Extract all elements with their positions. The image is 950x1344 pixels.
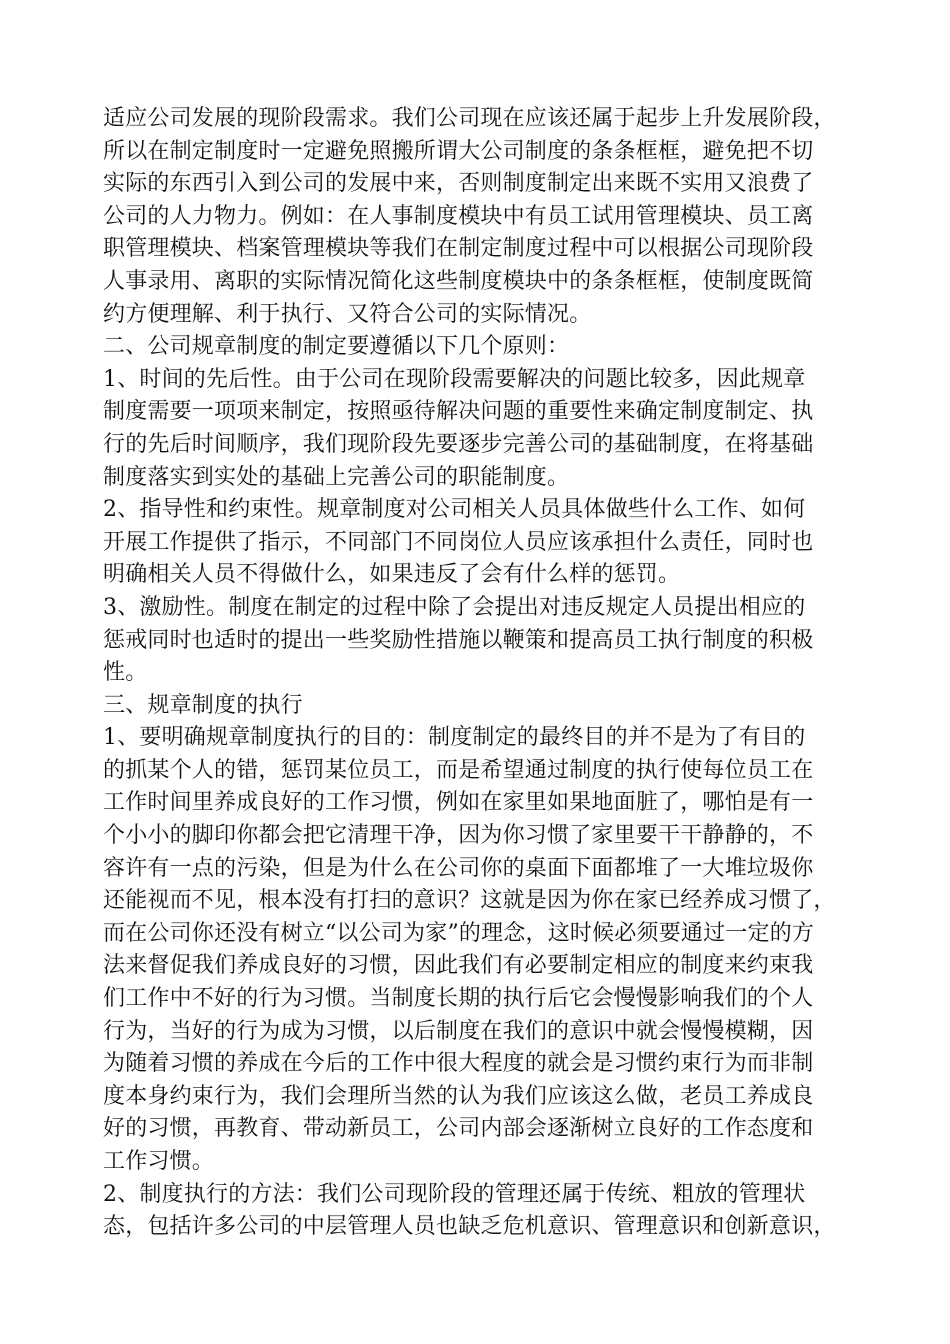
text-line: 适应公司发展的现阶段需求。我们公司现在应该还属于起步上升发展阶段，	[103, 106, 836, 131]
text-line: 1、要明确规章制度执行的目的：制度制定的最终目的并不是为了有目的	[103, 725, 806, 751]
text-line: 性。	[103, 660, 148, 686]
text-line: 职管理模块、档案管理模块等我们在制定制度过程中可以根据公司现阶段	[103, 236, 814, 262]
text-line: 行为，当好的行为成为习惯，以后制度在我们的意识中就会慢慢模糊，因	[103, 1018, 814, 1044]
section-heading: 三、规章制度的执行	[103, 692, 303, 718]
text-line: 态，包括许多公司的中层管理人员也缺乏危机意识、管理意识和创新意识，	[103, 1214, 836, 1240]
text-line: 工作习惯。	[103, 1149, 215, 1174]
text-line: 惩戒同时也适时的提出一些奖励性措施以鞭策和提高员工执行制度的积极	[103, 627, 814, 653]
text-line: 而在公司你还没有树立“以公司为家”的理念，这时候必须要通过一定的方	[103, 920, 815, 946]
text-line: 3、激励性。制度在制定的过程中除了会提出对违反规定人员提出相应的	[103, 594, 806, 620]
text-line: 2、指导性和约束性。规章制度对公司相关人员具体做些什么工作、如何	[103, 497, 806, 523]
text-line: 为随着习惯的养成在今后的工作中很大程度的就会是习惯约束行为而非制	[103, 1051, 814, 1077]
text-line: 约方便理解、利于执行、又符合公司的实际情况。	[103, 301, 592, 327]
text-line: 们工作中不好的行为习惯。当制度长期的执行后它会慢慢影响我们的个人	[103, 986, 814, 1012]
text-line: 的抓某个人的错，惩罚某位员工，而是希望通过制度的执行使每位员工在	[103, 757, 814, 783]
text-line: 个小小的脚印你都会把它清理干净，因为你习惯了家里要干干静静的，不	[103, 823, 814, 849]
section-heading: 二、公司规章制度的制定要遵循以下几个原则：	[103, 334, 570, 360]
text-line: 工作时间里养成良好的工作习惯，例如在家里如果地面脏了，哪怕是有一	[103, 790, 814, 816]
text-line: 制度落实到实处的基础上完善公司的职能制度。	[103, 464, 570, 490]
text-line: 2、制度执行的方法：我们公司现阶段的管理还属于传统、粗放的管理状	[103, 1181, 806, 1207]
text-line: 开展工作提供了指示，不同部门不同岗位人员应该承担什么责任，同时也	[103, 529, 814, 555]
text-line: 人事录用、离职的实际情况简化这些制度模块中的条条框框，使制度既简	[103, 268, 814, 294]
text-line: 还能视而不见，根本没有打扫的意识？这就是因为你在家已经养成习惯了，	[103, 888, 836, 914]
text-line: 好的习惯，再教育、带动新员工，公司内部会逐渐树立良好的工作态度和	[103, 1116, 814, 1142]
text-line: 公司的人力物力。例如：在人事制度模块中有员工试用管理模块、员工离	[103, 203, 814, 229]
text-line: 1、时间的先后性。由于公司在现阶段需要解决的问题比较多，因此规章	[103, 366, 806, 392]
text-line: 制度需要一项项来制定，按照亟待解决问题的重要性来确定制度制定、执	[103, 399, 814, 425]
text-line: 法来督促我们养成良好的习惯，因此我们有必要制定相应的制度来约束我	[103, 953, 814, 979]
document-body	[103, 103, 863, 1244]
text-line: 行的先后时间顺序，我们现阶段先要逐步完善公司的基础制度，在将基础	[103, 431, 814, 457]
text-line: 度本身约束行为，我们会理所当然的认为我们应该这么做，老员工养成良	[103, 1083, 814, 1109]
text-line: 容许有一点的污染，但是为什么在公司你的桌面下面都堆了一大堆垃圾你	[103, 855, 814, 881]
text-line: 实际的东西引入到公司的发展中来，否则制度制定出来既不实用又浪费了	[103, 171, 814, 197]
text-line: 所以在制定制度时一定避免照搬所谓大公司制度的条条框框，避免把不切	[103, 138, 814, 164]
text-line: 明确相关人员不得做什么，如果违反了会有什么样的惩罚。	[103, 562, 681, 588]
